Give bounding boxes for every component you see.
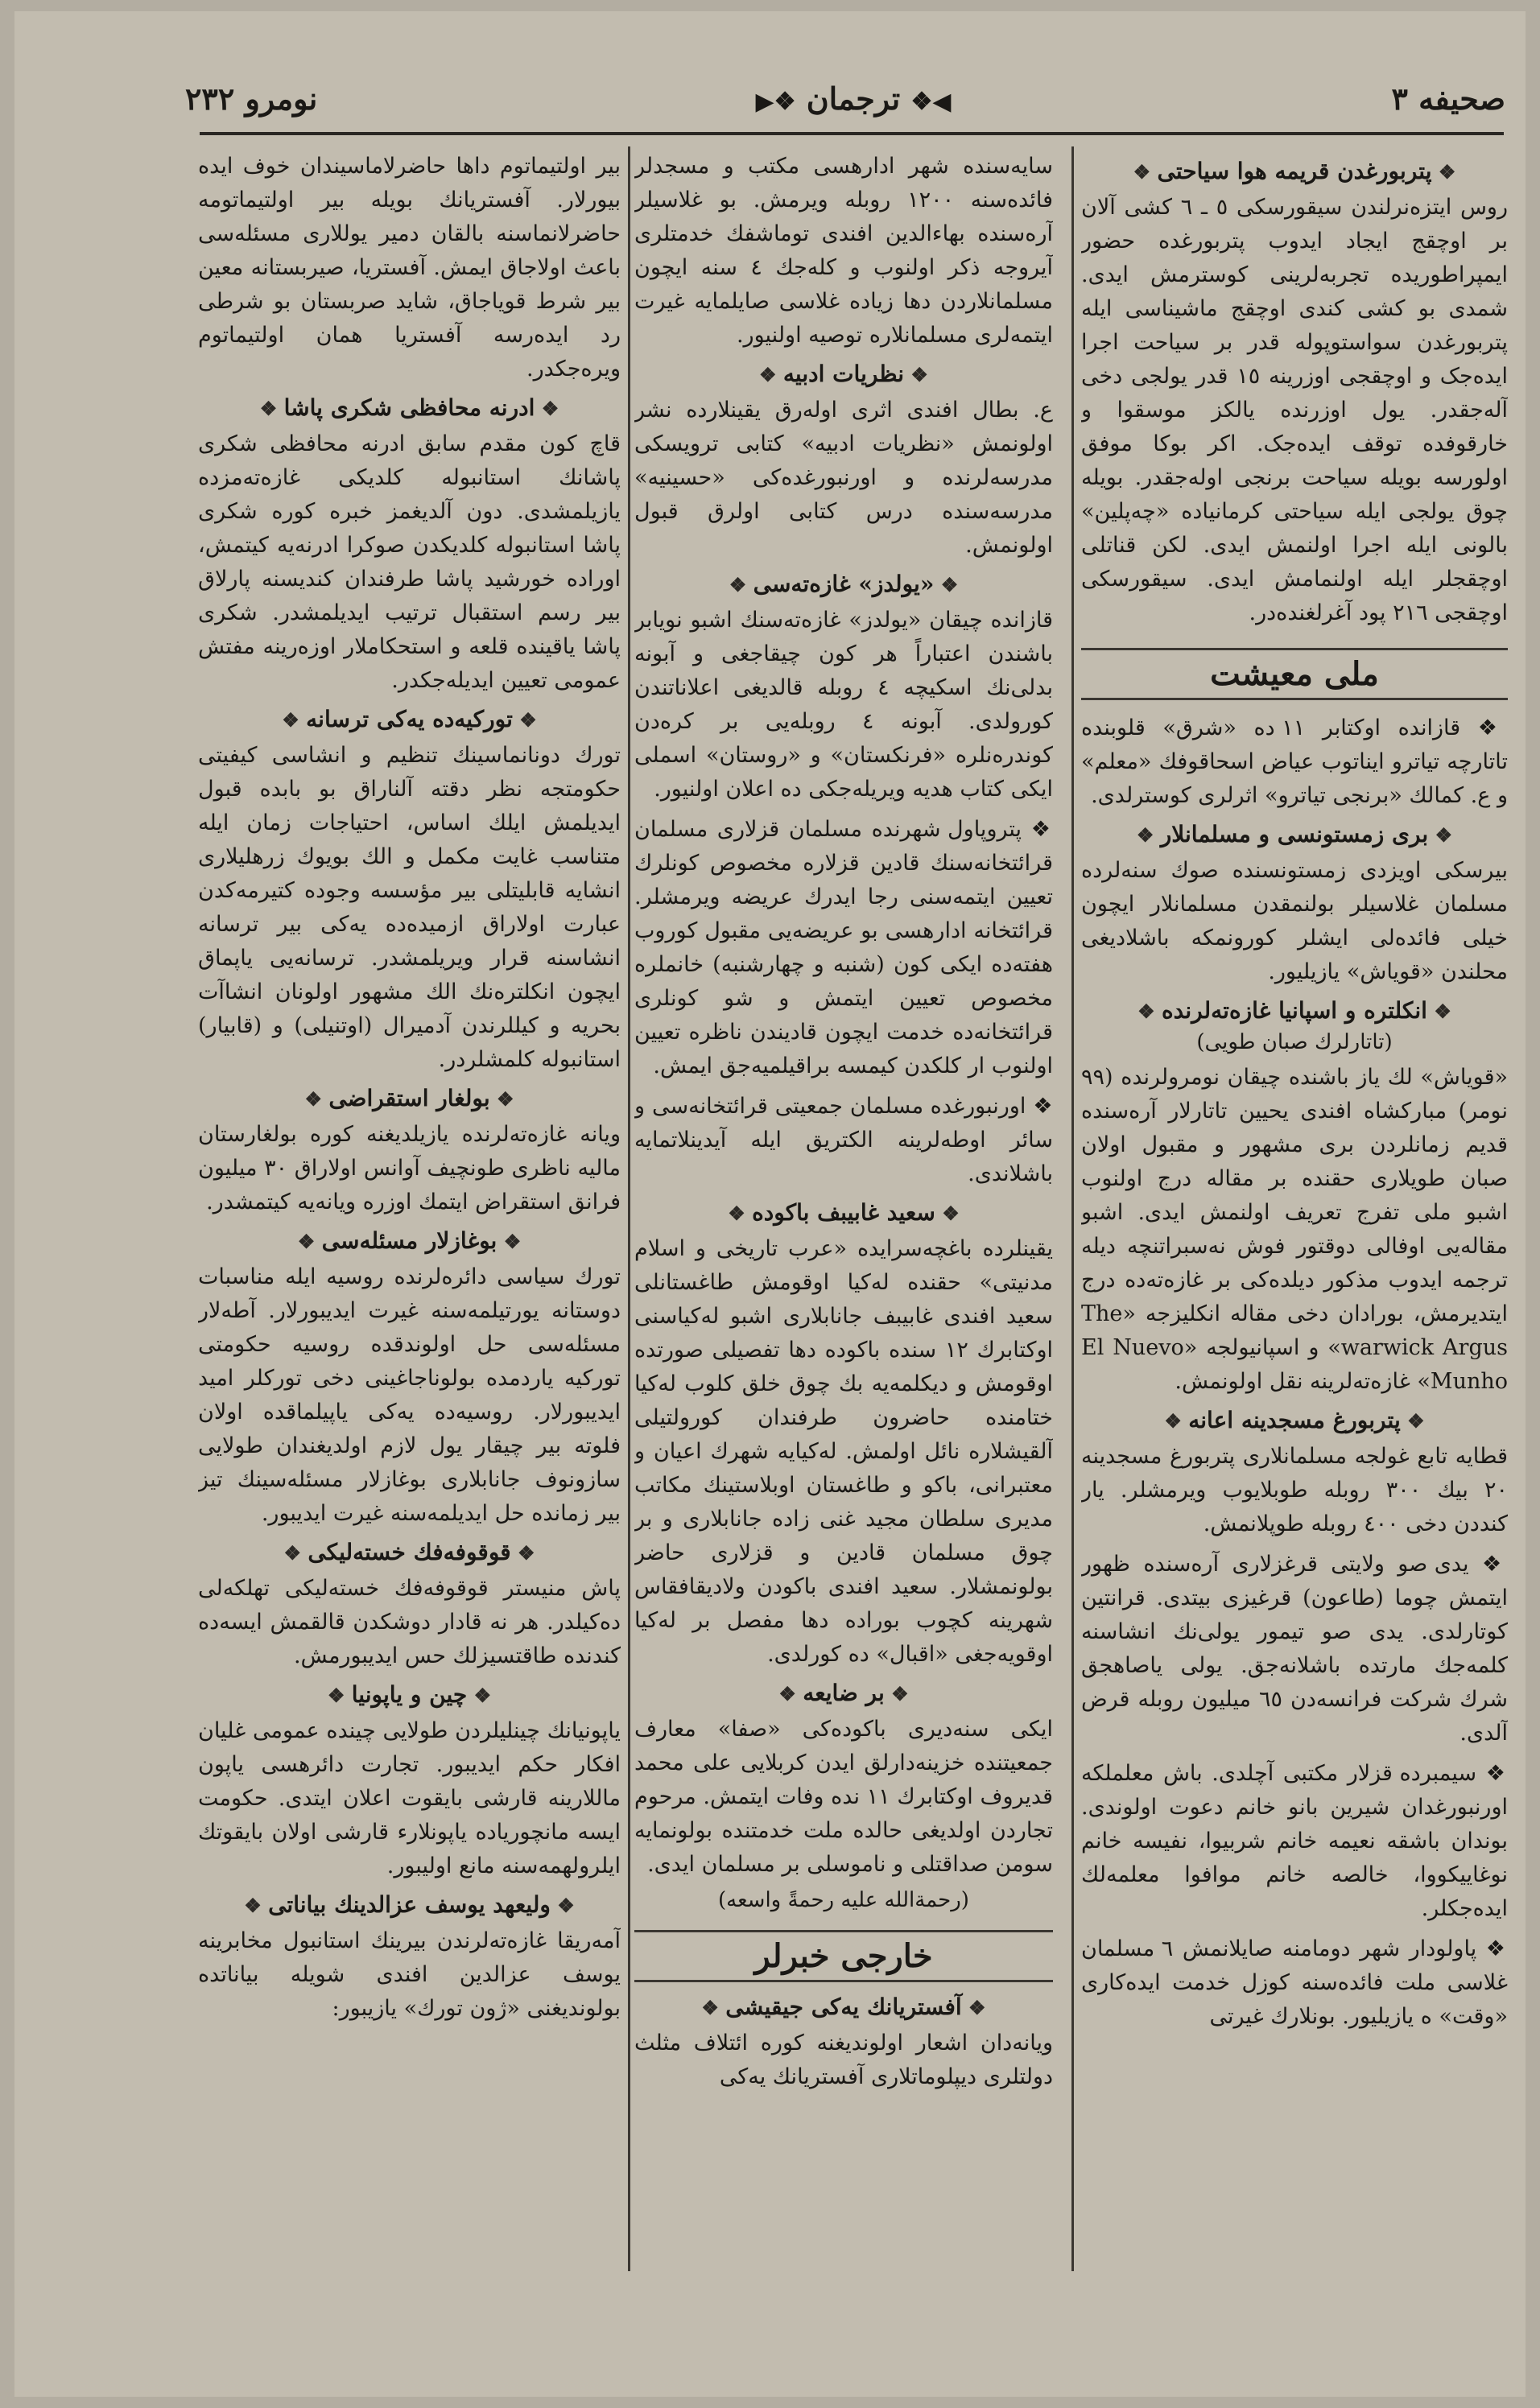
ornament-icon: ❖ <box>728 1202 753 1225</box>
article-body: آمه‌ریقا غازه‌ته‌لرندن بیرینك استانبول مخابرینه یوسف عزالدین افندی شویله بیاناتده بولوندیغنی «ژون تورك» یازیبور: <box>198 1928 621 2021</box>
masthead-rule <box>200 132 1504 135</box>
article <box>634 361 1053 563</box>
article <box>634 1199 1053 1672</box>
article <box>198 706 621 1077</box>
page-number: صحیفه ٣ <box>1391 80 1505 117</box>
article-body: تورك سیاسی دائره‌لرنده روسیه ایله مناسبات دوستانه یورتیلمه‌سنه غیرت ایدیبورلار. آطه‌لار مسئله‌سی حل اولوندقده روسیه حکومتی تورکیه یاردمده بولوناجاغینی دخی تورکلر امید ایدیبورلار. روسیه‌ده یه‌کی یاپیلماقده اولان فلوته بیر چیقار یول لازم اولدیغندان طولایی سازونوف جانابلاری بوغازلار مسئله‌سینك تیز بیر زمانده حل ایدیلمه‌سنه غیرت ایدیبور. <box>198 1264 621 1526</box>
ornament-icon: ❖ <box>327 1684 352 1707</box>
newspaper-title <box>749 80 958 117</box>
article-headline: ❖ ولیعهد یوسف عزالدینك بیاناتی ❖ <box>244 1891 575 1918</box>
ornament-icon: ❖ <box>701 1996 726 2019</box>
ornament-right-icon: ◀❖ <box>910 88 952 116</box>
ornament-icon: ❖ <box>467 1684 492 1707</box>
ornament-icon: ❖ <box>510 1541 535 1565</box>
article-body: ایکی سنه‌دیری باکوده‌کی «صفا» معارف جمعیتنده خزینه‌دارلق ایدن کربلایی علی محمد قدیروف اوکتابرك ١١ نده وفات ایتمش. مرحوم تجاردن اولدیغی حالده ملت خدمتنده بولونمایه سومن صداقتلی و ناموسلی بر مسلمان ایدی. <box>634 1717 1053 1877</box>
ornament-icon: ❖ <box>1026 1094 1053 1119</box>
ornament-icon: ❖ <box>550 1894 575 1917</box>
article <box>1081 158 1508 630</box>
article-subheadline: (تاتارلرك صبان طویی) <box>1196 1030 1393 1054</box>
ornament-icon: ❖ <box>1164 1409 1189 1433</box>
article-body: قطایه تابع غولجه مسلمانلاری پتربورغ مسجدینه ٢٠ بیك ٣٠٠ روبله طوبلایوب ویرمشلر. یار کنددن دخی ٤٠٠ روبله طوپلانمش. <box>1081 1444 1508 1536</box>
ornament-icon: ❖ <box>935 1202 960 1225</box>
article-body: «قویاش» لك یاز باشنده چیقان نومرولرنده (٩٩ نومر) مبارکشاه افندی یحیین تاتارلار آره‌سنده قدیم زمانلردن بری مشهور و مقبول اولان صبان طویلاری حقنده بر مقاله درج اولنوب اشبو ملی تفرج تعریف اولنمش ایدی. اشبو مقاله‌یی اوفالی دوقتور فوش نه‌سبراتنچه دیله ترجمه ایدوب مذکور دیلده‌کی بر غازه‌ته‌ده درج ایتدیرمش، بورادان دخی مقاله انکلیزجه «The warwick Argus» و اسپانیولجه «El Nuevo Munho» غازه‌ته‌لرینه نقل اولونمش. <box>1081 1065 1508 1394</box>
column-left <box>198 150 621 2258</box>
issue-number: نومرو ٢٣٢ <box>185 80 318 117</box>
article <box>634 1994 1053 2094</box>
article-headline: ❖ بری زمستونسی و مسلمانلار ❖ <box>1136 821 1453 847</box>
article <box>634 813 1053 1083</box>
ornament-icon: ❖ <box>1133 160 1158 183</box>
article-headline: ❖ بولغار استقراضی ❖ <box>304 1085 514 1111</box>
article-body: یقینلرده باغچه‌سرایده «عرب تاریخی و اسلام مدنیتی» حقنده له‌کیا اوقومش طاغستانلی سعید افندی غابیبف جانابلاری اشبو له‌کیاسنی اوکتابرك ١٢ سنده باکوده دها تفصیلی صورتده اوقومش و دیکلمه‌یه بك چوق خلق کلوب له‌کیا ختامنده حاضرون طرفندان کورولتیلی آلقیشلاره نائل اولمش. له‌کیایه شهرك اعیان و معتبرانی، باکو و طاغستان اوبلاستینك مکاتب مدیری سلطان مجید غنی زاده جانابلاری و بر چوق مسلمان قادین و قزلاری حاضر بولونمشلار. سعید افندی باکودن ولادیقافقاس شهرینه کچوب بوراده دها مفصل بر له‌کیا اوقویه‌جغی «اقبال» ده کورلدی. <box>634 1236 1053 1667</box>
title-text: ترجمان <box>806 80 901 117</box>
article <box>198 1681 621 1883</box>
article-body: ❖ اورنبورغده مسلمان جمعیتی قرائتخانه‌سی و سائر اوطه‌لرینه الکتریق ایله آیدینلاتمایه باشلاندی. <box>634 1094 1053 1186</box>
ornament-icon: ❖ <box>884 1682 909 1705</box>
ornament-icon: ❖ <box>259 397 284 420</box>
ornament-icon: ❖ <box>1431 160 1456 183</box>
article-headline: ❖ قوقوفه‌فك خسته‌لیکی ❖ <box>283 1539 535 1565</box>
ornament-icon: ❖ <box>729 573 753 596</box>
ornament-left-icon: ❖▶ <box>755 88 796 116</box>
ornament-icon: ❖ <box>1400 1409 1425 1433</box>
ornament-icon: ❖ <box>759 363 783 386</box>
article <box>198 1227 621 1531</box>
ornament-icon: ❖ <box>934 573 959 596</box>
ornament-icon: ❖ <box>297 1230 322 1253</box>
article <box>1081 821 1508 989</box>
ornament-icon: ❖ <box>282 708 307 732</box>
article-body: ❖ پتروپاول شهرنده مسلمان قزلاری مسلمان قرائتخانه‌سنك قادین قزلاره مخصوص کونلرك تعیین ایتمه‌سنی رجا ایدرك عریضه ویرمشلر. قرائتخانه ادارهسی بو عریضه‌یی مقبول کوروب هفته‌ده ایکی کون (شنبه و چهارشنبه) خانملره مخصوص تعیین ایتمش و شو کونلری قرائتخانه‌ده خدمت ایچون قادیندن ناظره تعیین اولنوب ار کلکدن کیمسه براقیلمیه‌جق ایمش. <box>634 817 1053 1078</box>
column-right <box>1081 150 1508 2258</box>
article-body: یاپونیانك چینلیلردن طولایی چینده عمومی غلیان افکار حکم ایدیبور. تجارت دائرهسی یاپون ماللارینه قارشی بایقوت اعلان ایتدی. حکومت ایسه مانچوریاده یاپونلارء قارشی اولان بایقوتك ایلرولهمه‌سنه مانع اولیبور. <box>198 1718 621 1878</box>
article <box>634 1680 1053 1882</box>
article-body: بیرسکی اویزدی زمستونسنده صوك سنه‌لرده مسلمان غلاسیلر بولنمقدن مسلمانلار ایچون خیلی فائده‌لی ایشلر کورونمکه باشلادیغی محلندن «قویاش» یازیلیور. <box>1081 858 1508 984</box>
column-middle <box>634 150 1053 2258</box>
ornament-icon: ❖ <box>1476 1936 1508 1961</box>
article-headline: ❖ پتربورغدن قریمه هوا سیاحتی ❖ <box>1133 158 1456 184</box>
article-body: ❖ پاولودار شهر دومامنه صایلانمش ٦ مسلمان غلاسی ملت فائده‌سنه کوزل خدمت ایده‌کاری «وقت» ه یازیلیور. بونلارك غیرتی <box>1081 1936 1508 2029</box>
ornament-icon: ❖ <box>1426 1000 1451 1023</box>
article <box>198 394 621 698</box>
article <box>1081 1407 1508 1541</box>
article <box>198 1891 621 2026</box>
article <box>1081 997 1508 1399</box>
article-headline: ❖ سعید غابیبف باکوده ❖ <box>728 1199 960 1226</box>
ornament-icon: ❖ <box>1468 1552 1508 1577</box>
article <box>1081 1548 1508 1750</box>
closing-prayer: (رحمة‌الله علیه رحمةً واسعه) <box>718 1888 969 1912</box>
ornament-icon: ❖ <box>535 397 559 420</box>
article-headline: ❖ آفستریانك یه‌کی جیقیشی ❖ <box>701 1994 986 2020</box>
newspaper-page <box>14 11 1526 2397</box>
article-headline: ❖ نظریات ادبیه ❖ <box>759 361 928 387</box>
article <box>1081 1932 1508 2034</box>
section-title: خارجی خبرلر <box>634 1930 1053 1982</box>
article-headline: ❖ بوغازلار مسئله‌سی ❖ <box>297 1227 522 1254</box>
ornament-icon: ❖ <box>1137 1000 1162 1023</box>
article-headline: ❖ «یولدز» غازه‌ته‌سی ❖ <box>729 571 959 597</box>
ornament-icon: ❖ <box>489 1087 514 1111</box>
article-headline: ❖ پتربورغ مسجدینه اعانه ❖ <box>1164 1407 1425 1433</box>
article-headline: ❖ تورکیه‌ده یه‌کی ترسانه ❖ <box>282 706 537 732</box>
section-title: ملی معیشت <box>1081 648 1508 700</box>
article-body: ویانه غازه‌ته‌لرنده یازیلدیغنه کوره بولغارستان مالیه ناظری طونچیف آوانس اولاراق ٣٠ میلیون فرانق استقراض ایتمك اوزره ویانه‌یه کیتمشدر. <box>198 1122 621 1214</box>
article-body: ❖ یدی صو ولایتی قرغزلاری آره‌سنده ظهور ایتمش چوما (طاعون) قرغیزی بیتدی. قرانتین کوتارلدی. یدی صو تیمور یولی‌نك انشاسنه کلمه‌جك مارتده باشلانه‌جق. یولی یاصاهجق شرك شركت فرانسه‌دن ٦٥ میلیون روبله قرض آلدی. <box>1081 1552 1508 1746</box>
ornament-icon: ❖ <box>1022 817 1053 842</box>
ornament-icon: ❖ <box>904 363 928 386</box>
article <box>634 571 1053 806</box>
article-body: ❖ قازانده اوکتابر ١١ ده «شرق» قلوبنده تاتارچه تیاترو ایناتوب عیاض اسحاقوفك «معلم» و ع. کمالك «برنجی تیاترو» اثرلری کوسترلدی. <box>1081 715 1508 808</box>
ornament-icon: ❖ <box>1428 823 1453 847</box>
ornament-icon: ❖ <box>1460 715 1508 740</box>
article-body: ویانه‌دان اشعار اولوندیغنه کوره ائتلاف مثلث دولتلری دیپلوماتلاری آفستریانك یه‌کی <box>634 2031 1053 2089</box>
article-body: ❖ سیمبرده قزلار مکتبی آچلدی. باش معلملکه اورنبورغدان شیرین بانو خانم دعوت اولوندی. بوندان باشقه نعیمه خانم شربیوا، نفیسه خانم نوغاییکووا، خالصه خانم موافوا معلمه‌لك ایده‌جکلر. <box>1081 1761 1508 1921</box>
article <box>1081 711 1508 813</box>
article-headline: ❖ چین و یاپونیا ❖ <box>327 1681 492 1708</box>
ornament-icon: ❖ <box>244 1894 269 1917</box>
article-body: تورك دونانماسینك تنظیم و انشاسی کیفیتی حکومتجه نظر دقته آلناراق بو بابده قبول ایدیلمش ایلك اساس، احتیاجات زمان ایله متناسب غایت مکمل و الك بویوك زرهلیلاری انشایه قابلیتلی بیر مؤسسه وجوده کتیرمه‌کدن عبارت اولاراق ازمیده‌ده یه‌کی بیر ترسانه انشاسنه قرار ویریلمشدر. ترسانه‌یی یاپماق ایچون انکلتره‌نك الك مشهور اولونان انشاآت بحریه و کیللر‌ندن آدمیرال (اوتنیلی) و (قابیار) استانبوله کلمشلردر. <box>198 743 621 1072</box>
column-divider <box>628 146 630 2271</box>
article-body: ع. بطال افندی اثری اوله‌رق یقینلارده نشر اولونمش «نظریات ادبیه» کتابی ترویسکی مدرسه‌لرنده و اورنبورغده‌کی «حسینیه» مدرسه‌سنده درس کتابی اولرق قبول اولونمش. <box>634 398 1053 558</box>
ornament-icon: ❖ <box>304 1087 329 1111</box>
ornament-icon: ❖ <box>512 708 537 732</box>
article-headline: ❖ انکلتره و اسپانیا غازه‌ته‌لرنده ❖ <box>1137 997 1451 1024</box>
article-body: بیر اولتیماتوم داها حاضرلاماسیندان خوف ایده بیورلار. آفستریانك بویله بیر اولتیماتومه حاضرلانماسنه بالقان دمیر یوللاری مسئله‌سی باعث اولاجاق ایمش. آفستریا، صیربستانه معین بیر شرط قویاجاق، شاید صربستان بو شرطی رد ایده‌رسه آفستریا همان اولتیماتوم ویره‌جکدر. <box>198 154 621 381</box>
column-divider <box>1071 146 1074 2271</box>
ornament-icon: ❖ <box>961 1996 986 2019</box>
article <box>634 1090 1053 1191</box>
article-headline: ❖ ادرنه محافظی شکری پاشا ❖ <box>259 394 559 421</box>
article-body: قاچ کون مقدم سابق ادرنه محافظی شکری پاشانك استانبوله کلدیکی غازه‌ته‌مزده یازیلمشدی. دون آلدیغمز خبره کوره شکری پاشا استانبوله کلدیکدن صوکرا ادرنه‌یه کیتمش، اوراده خورشید پاشا طرفندان کندیسنه پارلاق بیر رسم استقبال ترتیب ایدیلمشدر. شکری پاشا یاقینده قلعه و استحکاملار اوزه‌رینه مفتش عمومی تعیین ایدیله‌جکدر. <box>198 431 621 693</box>
article-body: قازانده چیقان «یولدز» غازه‌ته‌سنك اشبو نویابر باشندن اعتباراً هر کون چیقاجغی و آبونه بدلی‌نك اسکیچه ٤ روبله قالدیغی اعلاناتندن کورولدی. آبونه ٤ روبله‌یی بر کره‌دن کوندره‌نلره «فرنکستان» و «روستان» اسملی ایکی کتاب هدیه ویریله‌جکی ده اعلان اولنیور. <box>634 608 1053 802</box>
ornament-icon: ❖ <box>497 1230 522 1253</box>
article <box>198 1085 621 1219</box>
article <box>1081 1757 1508 1926</box>
article-headline: ❖ بر ضایعه ❖ <box>778 1680 909 1706</box>
ornament-icon: ❖ <box>283 1541 308 1565</box>
ornament-icon: ❖ <box>778 1682 803 1705</box>
ornament-icon: ❖ <box>1476 1761 1508 1786</box>
article-body: پاش منیستر قوقوفه‌فك خسته‌لیکی تهلکه‌لی ده‌کیلدر. هر نه قادار دوشکدن قالقمش ایسه‌ده کندنده طاقتسیزلك حس ایدیبورمش. <box>198 1576 621 1668</box>
ornament-icon: ❖ <box>1136 823 1161 847</box>
article-body: سایه‌سنده شهر ادارهسی مکتب و مسجدلر فائده‌سنه ١٢٠٠ روبله ویرمش. بو غلاسیلر آره‌سنده بهاءالدین افندی توماشفك خدمتلری آیروجه ذکر اولنوب و کله‌جك ٤ سنه ایچون مسلمانلاردن دها زیاده غلاسی صایلمایه غیرت ایتمه‌لری مسلمانلاره توصیه اولنیور. <box>634 154 1053 348</box>
article <box>198 1539 621 1673</box>
article-body: روس ایتزه‌نرلندن سیقورسکی ٥ ـ ٦ کشی آلان بر اوچقج ایجاد ایدوب پتربورغده حضور ایمپراطوریده تجربه‌لرینی کوسترمش ایدی. شمدی بو کشی کندی اوچقج ماشیناسی ایله پتربورغدن سواستوپوله قدر بر سیاحت اجرا ایده‌جک و اوچقجی اوزرینه ١٥ قدر یولجی دخی آله‌جقدر. یول اوزرنده یالکز موسقوا و خارقوفده توقف ایده‌جک. اکر بوکا موفق اولورسه بویله سیاحت برنجی اوله‌جقدر. بویله چوق یولجی ایله سیاحتی کرمانیاده «چه‌پلین» بالونی ایله اجرا اولنمش ایدی. لکن قناتلی اوچقجلر ایله اولنمامش ایدی. سیقورسکی اوچقجی ٢١٦ پود آغرلغنده‌در. <box>1081 195 1508 625</box>
